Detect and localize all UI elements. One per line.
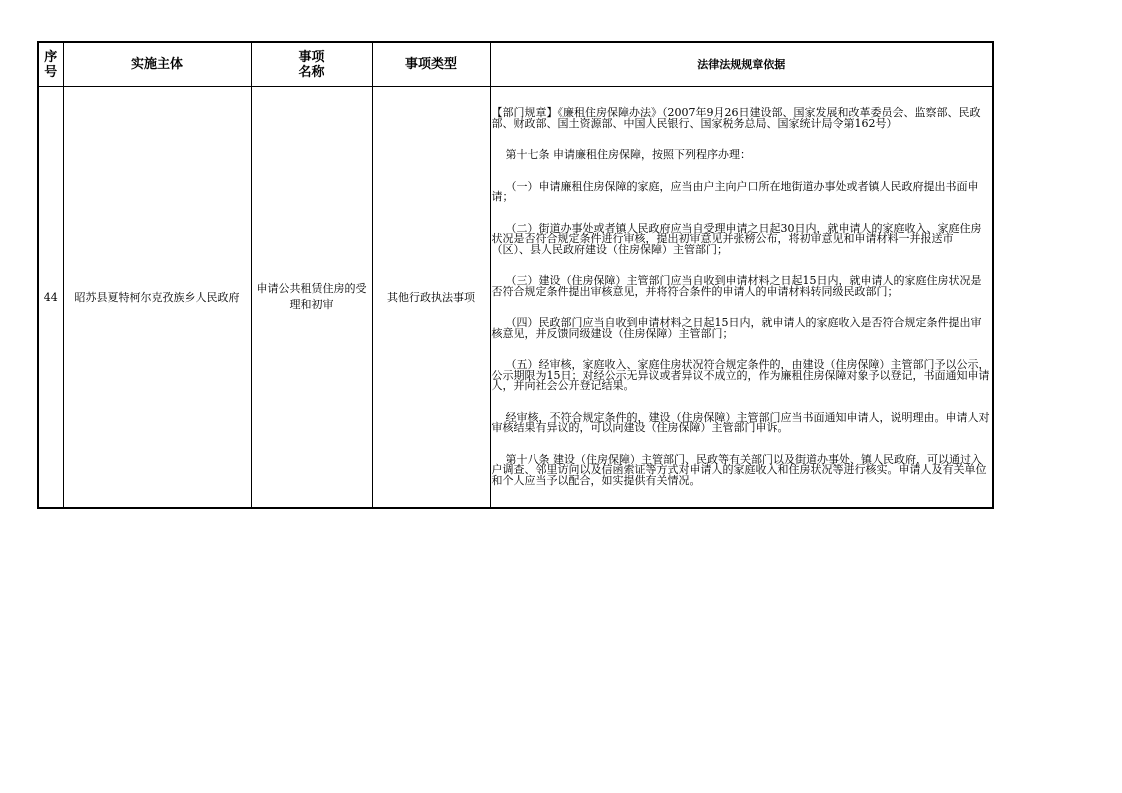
row-legal-basis <box>490 87 993 509</box>
header-item-type: 事项类型 <box>372 42 490 87</box>
row-item-name <box>251 87 372 509</box>
basis-line: 【部门规章】《廉租住房保障办法》（2007年9月26日建设部、国家发展和改革委员会、监察部、民政部、财政部、国土资源部、中国人民银行、国家税务总局、国家统计局令第162号） <box>491 106 981 130</box>
table-row <box>38 87 993 509</box>
row-seq: 44 <box>38 87 63 509</box>
basis-line: （五）经审核，家庭收入、家庭住房状况符合规定条件的，由建设（住房保障）主管部门予以公示，公示期限为15日；对经公示无异议或者异议不成立的，作为廉租住房保障对象予以登记，书面通知申请人，并向社会公开登记结果。 <box>491 358 990 392</box>
row-item-type: 其他行政执法事项 <box>372 87 490 509</box>
basis-line: 经审核，不符合规定条件的，建设（住房保障）主管部门应当书面通知申请人，说明理由。申请人对审核结果有异议的，可以向建设（住房保障）主管部门申诉。 <box>491 410 990 434</box>
header-item-name: 事项 名称 <box>251 42 372 87</box>
row-subject: 昭苏县夏特柯尔克孜族乡人民政府 <box>63 87 251 509</box>
table-header-row <box>38 42 993 87</box>
basis-line: （三）建设（住房保障）主管部门应当自收到申请材料之日起15日内，就申请人的家庭住房状况是否符合规定条件提出审核意见，并将符合条件的申请人的申请材料转同级民政部门； <box>491 274 982 298</box>
basis-line: 第十七条 申请廉租住房保障，按照下列程序办理： <box>505 148 751 161</box>
header-seq: 序 号 <box>38 42 63 87</box>
basis-line: （二）街道办事处或者镇人民政府应当自受理申请之日起30日内，就申请人的家庭收入、家庭住房状况是否符合规定条件进行审核，提出初审意见并张榜公布，将初审意见和申请材料一并报送市（区）、县人民政府建设（住房保障）主管部门； <box>491 221 982 256</box>
header-subject: 实施主体 <box>63 42 251 87</box>
header-legal-basis: 法律法规规章依据 <box>490 42 993 87</box>
basis-line: （一）申请廉租住房保障的家庭，应当由户主向户口所在地街道办事处或者镇人民政府提出书面申请； <box>491 179 979 203</box>
basis-line: 第十八条 建设（住房保障）主管部门、民政等有关部门以及街道办事处、镇人民政府，可以通过入户调查、邻里访问以及信函索证等方式对申请人的家庭收入和住房状况等进行核实。申请人及有关单位和个人应当予以配合，如实提供有关情况。 <box>491 452 987 487</box>
row-item-name-text: 申请公共租赁住房的受理和初审 <box>256 282 367 311</box>
basis-line: （四）民政部门应当自收到申请材料之日起15日内，就申请人的家庭收入是否符合规定条件提出审核意见，并反馈同级建设（住房保障）主管部门； <box>491 316 982 340</box>
permission-table <box>37 41 994 509</box>
